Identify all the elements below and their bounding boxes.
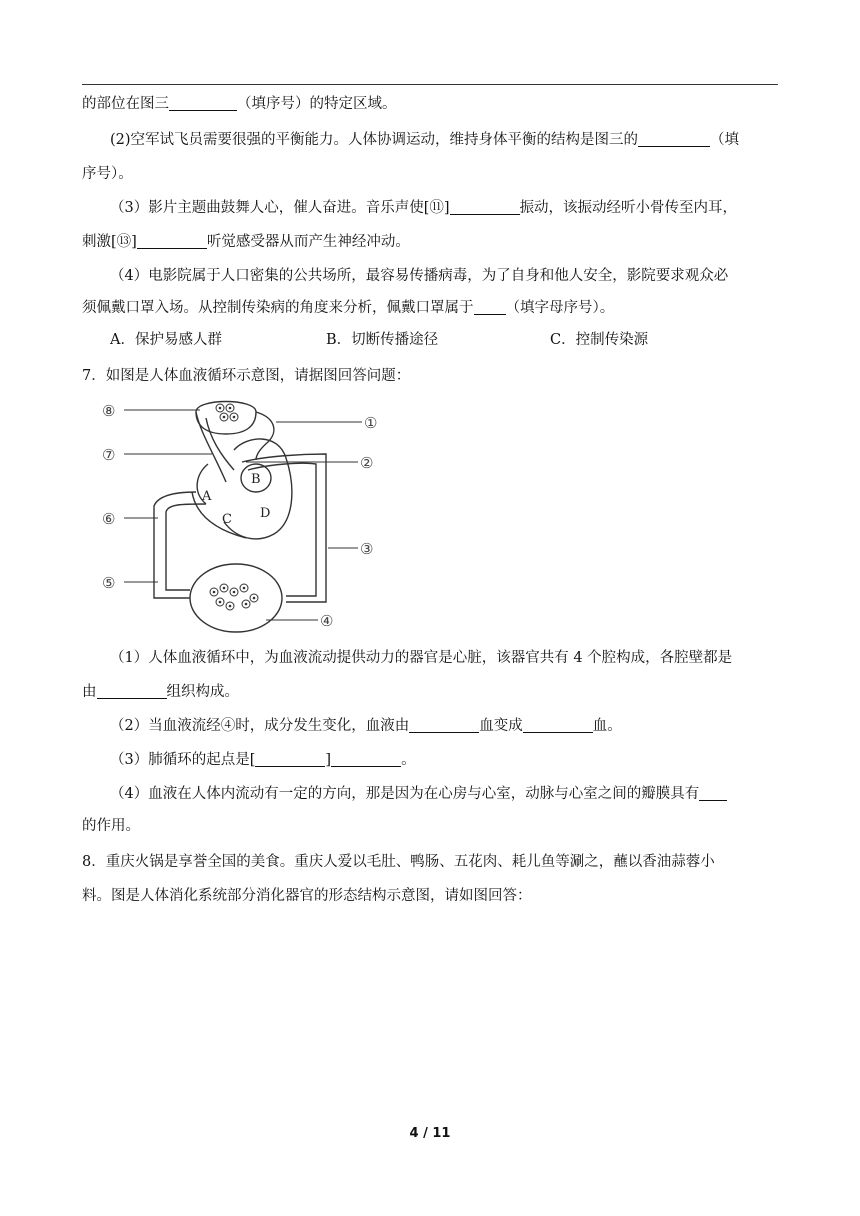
text: 的作用。 xyxy=(82,818,140,834)
text: 8．重庆火锅是享誉全国的美食。重庆人爱以毛肚、鸭肠、五花肉、耗儿鱼等涮之，蘸以香油蒜蓉小 xyxy=(82,854,715,870)
q6-part3-line1 xyxy=(110,198,778,218)
text: 听觉感受器从而产生神经冲动。 xyxy=(206,234,410,250)
text: （4）血液在人体内流动有一定的方向，那是因为在心房与心室，动脉与心室之间的瓣膜具有 xyxy=(110,786,700,802)
text: （填字母序号）。 xyxy=(505,300,615,316)
q6-part3-line2 xyxy=(82,232,778,252)
q6-part4-line1 xyxy=(110,266,778,286)
q6-continuation xyxy=(82,94,778,114)
answer-blank[interactable] xyxy=(638,130,710,147)
label-2: ② xyxy=(360,454,374,472)
label-6: ⑥ xyxy=(102,510,116,528)
q7-part4-line1 xyxy=(110,784,778,804)
text: 由 xyxy=(82,684,97,700)
answer-blank[interactable] xyxy=(169,94,237,111)
text: ] xyxy=(443,200,450,216)
text: 的部位在图三 xyxy=(82,96,169,112)
q8-line2 xyxy=(82,886,778,906)
choice-c[interactable]: C．控制传染源 xyxy=(550,332,649,348)
label-5: ⑤ xyxy=(102,574,116,592)
answer-blank[interactable] xyxy=(523,716,593,733)
q6-part4-line2 xyxy=(82,298,778,318)
pulmonary-vein-inner xyxy=(206,418,234,470)
text: 振动，该振动经听小骨传至内耳， xyxy=(519,200,738,216)
q7-part3 xyxy=(110,750,778,770)
q7-part4-line2 xyxy=(82,816,778,836)
q6-part2-line1 xyxy=(110,130,778,150)
answer-blank[interactable] xyxy=(255,750,325,767)
text: ] xyxy=(131,234,137,250)
q7-part1-line1 xyxy=(110,648,778,668)
text: 血。 xyxy=(592,718,622,734)
label-A: A xyxy=(202,489,212,504)
label-1: ① xyxy=(364,414,378,432)
answer-blank[interactable] xyxy=(474,298,506,315)
text: 序号）。 xyxy=(82,166,133,182)
answer-blank[interactable] xyxy=(409,716,479,733)
label-7: ⑦ xyxy=(102,446,116,464)
label-B: B xyxy=(251,472,261,487)
label-3: ③ xyxy=(360,540,374,558)
label-C: C xyxy=(222,512,232,527)
q6-part2-line2 xyxy=(82,164,778,184)
body-capillary-shape xyxy=(190,564,282,632)
text: （2）当血液流经 xyxy=(110,718,221,734)
text: （1）人体血液循环中，为血液流动提供动力的器官是心脏，该器官共有 4 个腔构成，各腔壁都是 xyxy=(110,650,733,666)
text: 血变成 xyxy=(479,718,523,734)
answer-blank[interactable] xyxy=(331,750,401,767)
answer-blank[interactable] xyxy=(137,232,207,249)
circled-number: ⑪ xyxy=(429,200,444,216)
label-4: ④ xyxy=(320,612,334,630)
pulmonary-artery xyxy=(256,412,274,460)
q7-title xyxy=(82,366,778,386)
choice-b[interactable]: B．切断传播途径 xyxy=(326,332,439,348)
text: 组织构成。 xyxy=(166,684,239,700)
text: （填 xyxy=(710,132,740,148)
blood-circulation-diagram xyxy=(96,392,396,642)
vena-cava-outer xyxy=(154,492,196,598)
answer-blank[interactable] xyxy=(450,198,520,215)
text: 。 xyxy=(401,752,416,768)
text: （3）肺循环的起点是[ xyxy=(110,752,256,768)
q7-part2 xyxy=(110,716,778,736)
text: 刺激[ xyxy=(82,234,117,250)
choice-a[interactable]: A．保护易感人群 xyxy=(110,332,222,348)
answer-blank[interactable] xyxy=(97,682,167,699)
circled-number: ⑬ xyxy=(116,234,132,250)
text: 时，成分发生变化，血液由 xyxy=(235,718,410,734)
text: (2)空军试飞员需要很强的平衡能力。人体协调运动，维持身体平衡的结构是图三的 xyxy=(110,132,639,148)
label-8: ⑧ xyxy=(102,402,116,420)
text: （3）影片主题曲鼓舞人心，催人奋进。音乐声使[ xyxy=(110,200,430,216)
text: （4）电影院属于人口密集的公共场所，最容易传播病毒，为了自身和他人安全，影院要求观众必 xyxy=(110,268,729,284)
text: 料。图是人体消化系统部分消化器官的形态结构示意图，请如图回答： xyxy=(82,888,532,904)
text: 7．如图是人体血液循环示意图，请据图回答问题： xyxy=(82,368,411,384)
answer-blank[interactable] xyxy=(699,784,727,801)
text: 须佩戴口罩入场。从控制传染病的角度来分析，佩戴口罩属于 xyxy=(82,300,474,316)
page-number: 4 / 11 xyxy=(409,1126,451,1141)
header-rule xyxy=(82,84,778,85)
text: （填序号）的特定区域。 xyxy=(237,96,397,112)
heart-lower-outline xyxy=(192,492,246,538)
q7-part1-line2 xyxy=(82,682,778,702)
circled-number: ④ xyxy=(220,718,236,734)
label-D: D xyxy=(260,506,271,521)
q8-line1 xyxy=(82,852,778,872)
text: ] xyxy=(325,752,332,768)
